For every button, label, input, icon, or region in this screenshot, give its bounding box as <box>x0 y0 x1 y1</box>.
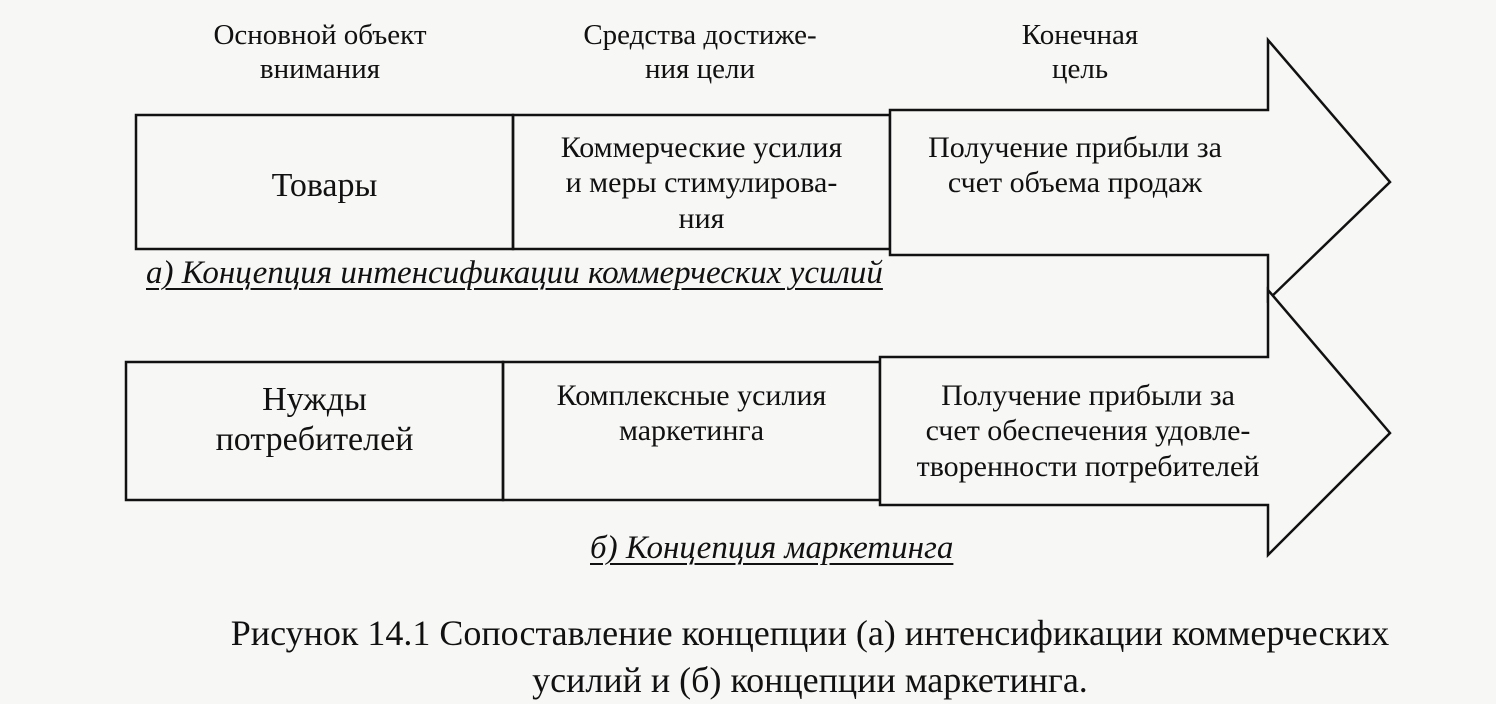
b-means-text: Комплексные усилия маркетинга <box>556 379 827 448</box>
a-focus-text: Товары <box>271 167 378 204</box>
figure-caption: Рисунок 14.1 Сопоставление концепции (а) интенсификации коммерческих усилий и (б) концепции маркетинга. <box>230 613 1390 700</box>
a-means-text: Коммерческие усилия и меры стимулирова- ния <box>560 131 843 235</box>
a-caption: а) Концепция интенсификации коммерческих усилий <box>146 255 883 291</box>
b-caption: б) Концепция маркетинга <box>590 530 954 566</box>
a-goal-text: Получение прибыли за счет объема продаж <box>928 131 1222 200</box>
b-goal-text: Получение прибыли за счет обеспечения удовле- творенности потребителей <box>916 379 1260 483</box>
header-goal: Конечная цель <box>1021 19 1139 86</box>
header-focus: Основной объект внимания <box>213 19 427 86</box>
b-focus-text: Нужды потребителей <box>215 381 414 459</box>
header-means: Средства достиже- ния цели <box>583 19 817 86</box>
